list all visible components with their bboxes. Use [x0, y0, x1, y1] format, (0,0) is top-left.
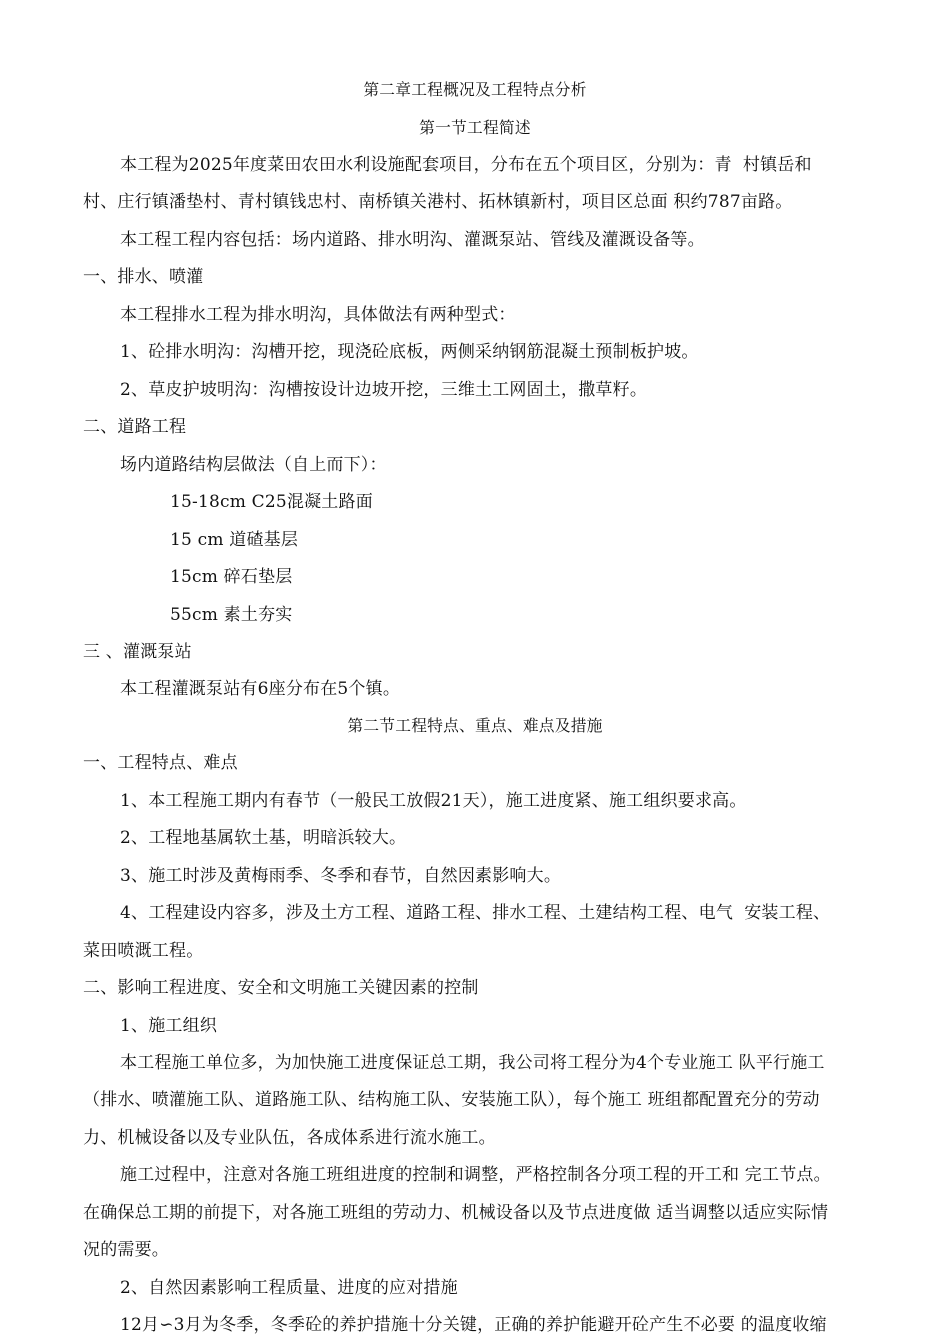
s2-sub1-p1-line2: （排水、喷灌施工队、道路施工队、结构施工队、安装施工队），每个施工 班组都配置充分的劳动 [83, 1090, 820, 1110]
part3-desc: 本工程灌溉泵站有6座分布在5个镇。 [120, 679, 401, 699]
s2-part2-heading: 二、影响工程进度、安全和文明施工关键因素的控制 [83, 978, 479, 998]
s2-part1-heading: 一、工程特点、难点 [83, 753, 238, 773]
section1-intro-line2: 村、庄行镇潘垫村、青村镇钱忠村、南桥镇关港村、拓林镇新村，项目区总面 积约787亩路。 [83, 192, 793, 212]
s2-part1-item4-text: 4、工程建设内容多，涉及土方工程、道路工程、排水工程、土建结构工程、电气 安装工程、 [120, 903, 831, 923]
section2-title: 第二节工程特点、重点、难点及措施 [347, 716, 603, 735]
section1-content: 本工程工程内容包括：场内道路、排水明沟、灌溉泵站、管线及灌溉设备等。 [120, 230, 705, 250]
section1-title: 第一节工程简述 [419, 118, 531, 137]
part1-item1: 1、砼排水明沟：沟槽开挖，现浇砼底板，两侧采纳钢筋混凝土预制板护坡。 [120, 342, 699, 362]
part2-heading: 二、道路工程 [83, 417, 187, 437]
section1-intro-text: 本工程为2025年度菜田农田水利设施配套项目，分布在五个项目区，分别为：青 村镇岳和 [120, 155, 812, 175]
s2-part1-item4-line2: 菜田喷溉工程。 [83, 941, 204, 961]
part1-heading: 一、排水、喷灌 [83, 267, 204, 287]
s2-sub1-p1-line3: 力、机械设备以及专业队伍，各成体系进行流水施工。 [83, 1128, 496, 1148]
s2-sub2-p1-line1: 12月∽3月为冬季，冬季砼的养护措施十分关键，正确的养护能避开砼产生不必要 的温度收缩 [120, 1315, 827, 1335]
part2-desc: 场内道路结构层做法（自上而下）： [120, 455, 387, 475]
road-layer-2: 15 cm 道碴基层 [170, 530, 299, 550]
s2-part1-item2: 2、工程地基属软土基，明暗浜较大。 [120, 828, 407, 848]
chapter-title: 第二章工程概况及工程特点分析 [363, 80, 587, 99]
s2-part1-item4-line1 [120, 902, 877, 924]
section1-intro-line1 [120, 154, 877, 176]
road-layer-3: 15cm 碎石垫层 [170, 567, 293, 587]
part1-desc: 本工程排水工程为排水明沟，具体做法有两种型式： [120, 305, 516, 325]
s2-sub1-p2-line1: 施工过程中，注意对各施工班组进度的控制和调整，严格控制各分项工程的开工和 完工节点。 [120, 1165, 831, 1185]
s2-part1-item3: 3、施工时涉及黄梅雨季、冬季和春节，自然因素影响大。 [120, 866, 562, 886]
road-layer-4: 55cm 素土夯实 [170, 605, 293, 625]
part3-heading: 三 、灌溉泵站 [83, 642, 192, 662]
road-layer-1: 15-18cm C25混凝土路面 [170, 492, 373, 512]
s2-sub1-p2-line3: 况的需要。 [83, 1240, 169, 1260]
s2-sub1-p2-line2: 在确保总工期的前提下，对各施工班组的劳动力、机械设备以及节点进度做 适当调整以适应实际情 [83, 1203, 829, 1223]
s2-sub1-heading: 1、施工组织 [120, 1016, 218, 1036]
s2-sub2-heading: 2、自然因素影响工程质量、进度的应对措施 [120, 1278, 458, 1298]
s2-sub1-p1-line1: 本工程施工单位多，为加快施工进度保证总工期，我公司将工程分为4个专业施工 队平行施工 [120, 1053, 825, 1073]
s2-part1-item1: 1、本工程施工期内有春节（一般民工放假21天），施工进度紧、施工组织要求高。 [120, 791, 747, 811]
part1-item2: 2、草皮护坡明沟：沟槽按设计边坡开挖，三维土工网固土，撒草籽。 [120, 380, 648, 400]
